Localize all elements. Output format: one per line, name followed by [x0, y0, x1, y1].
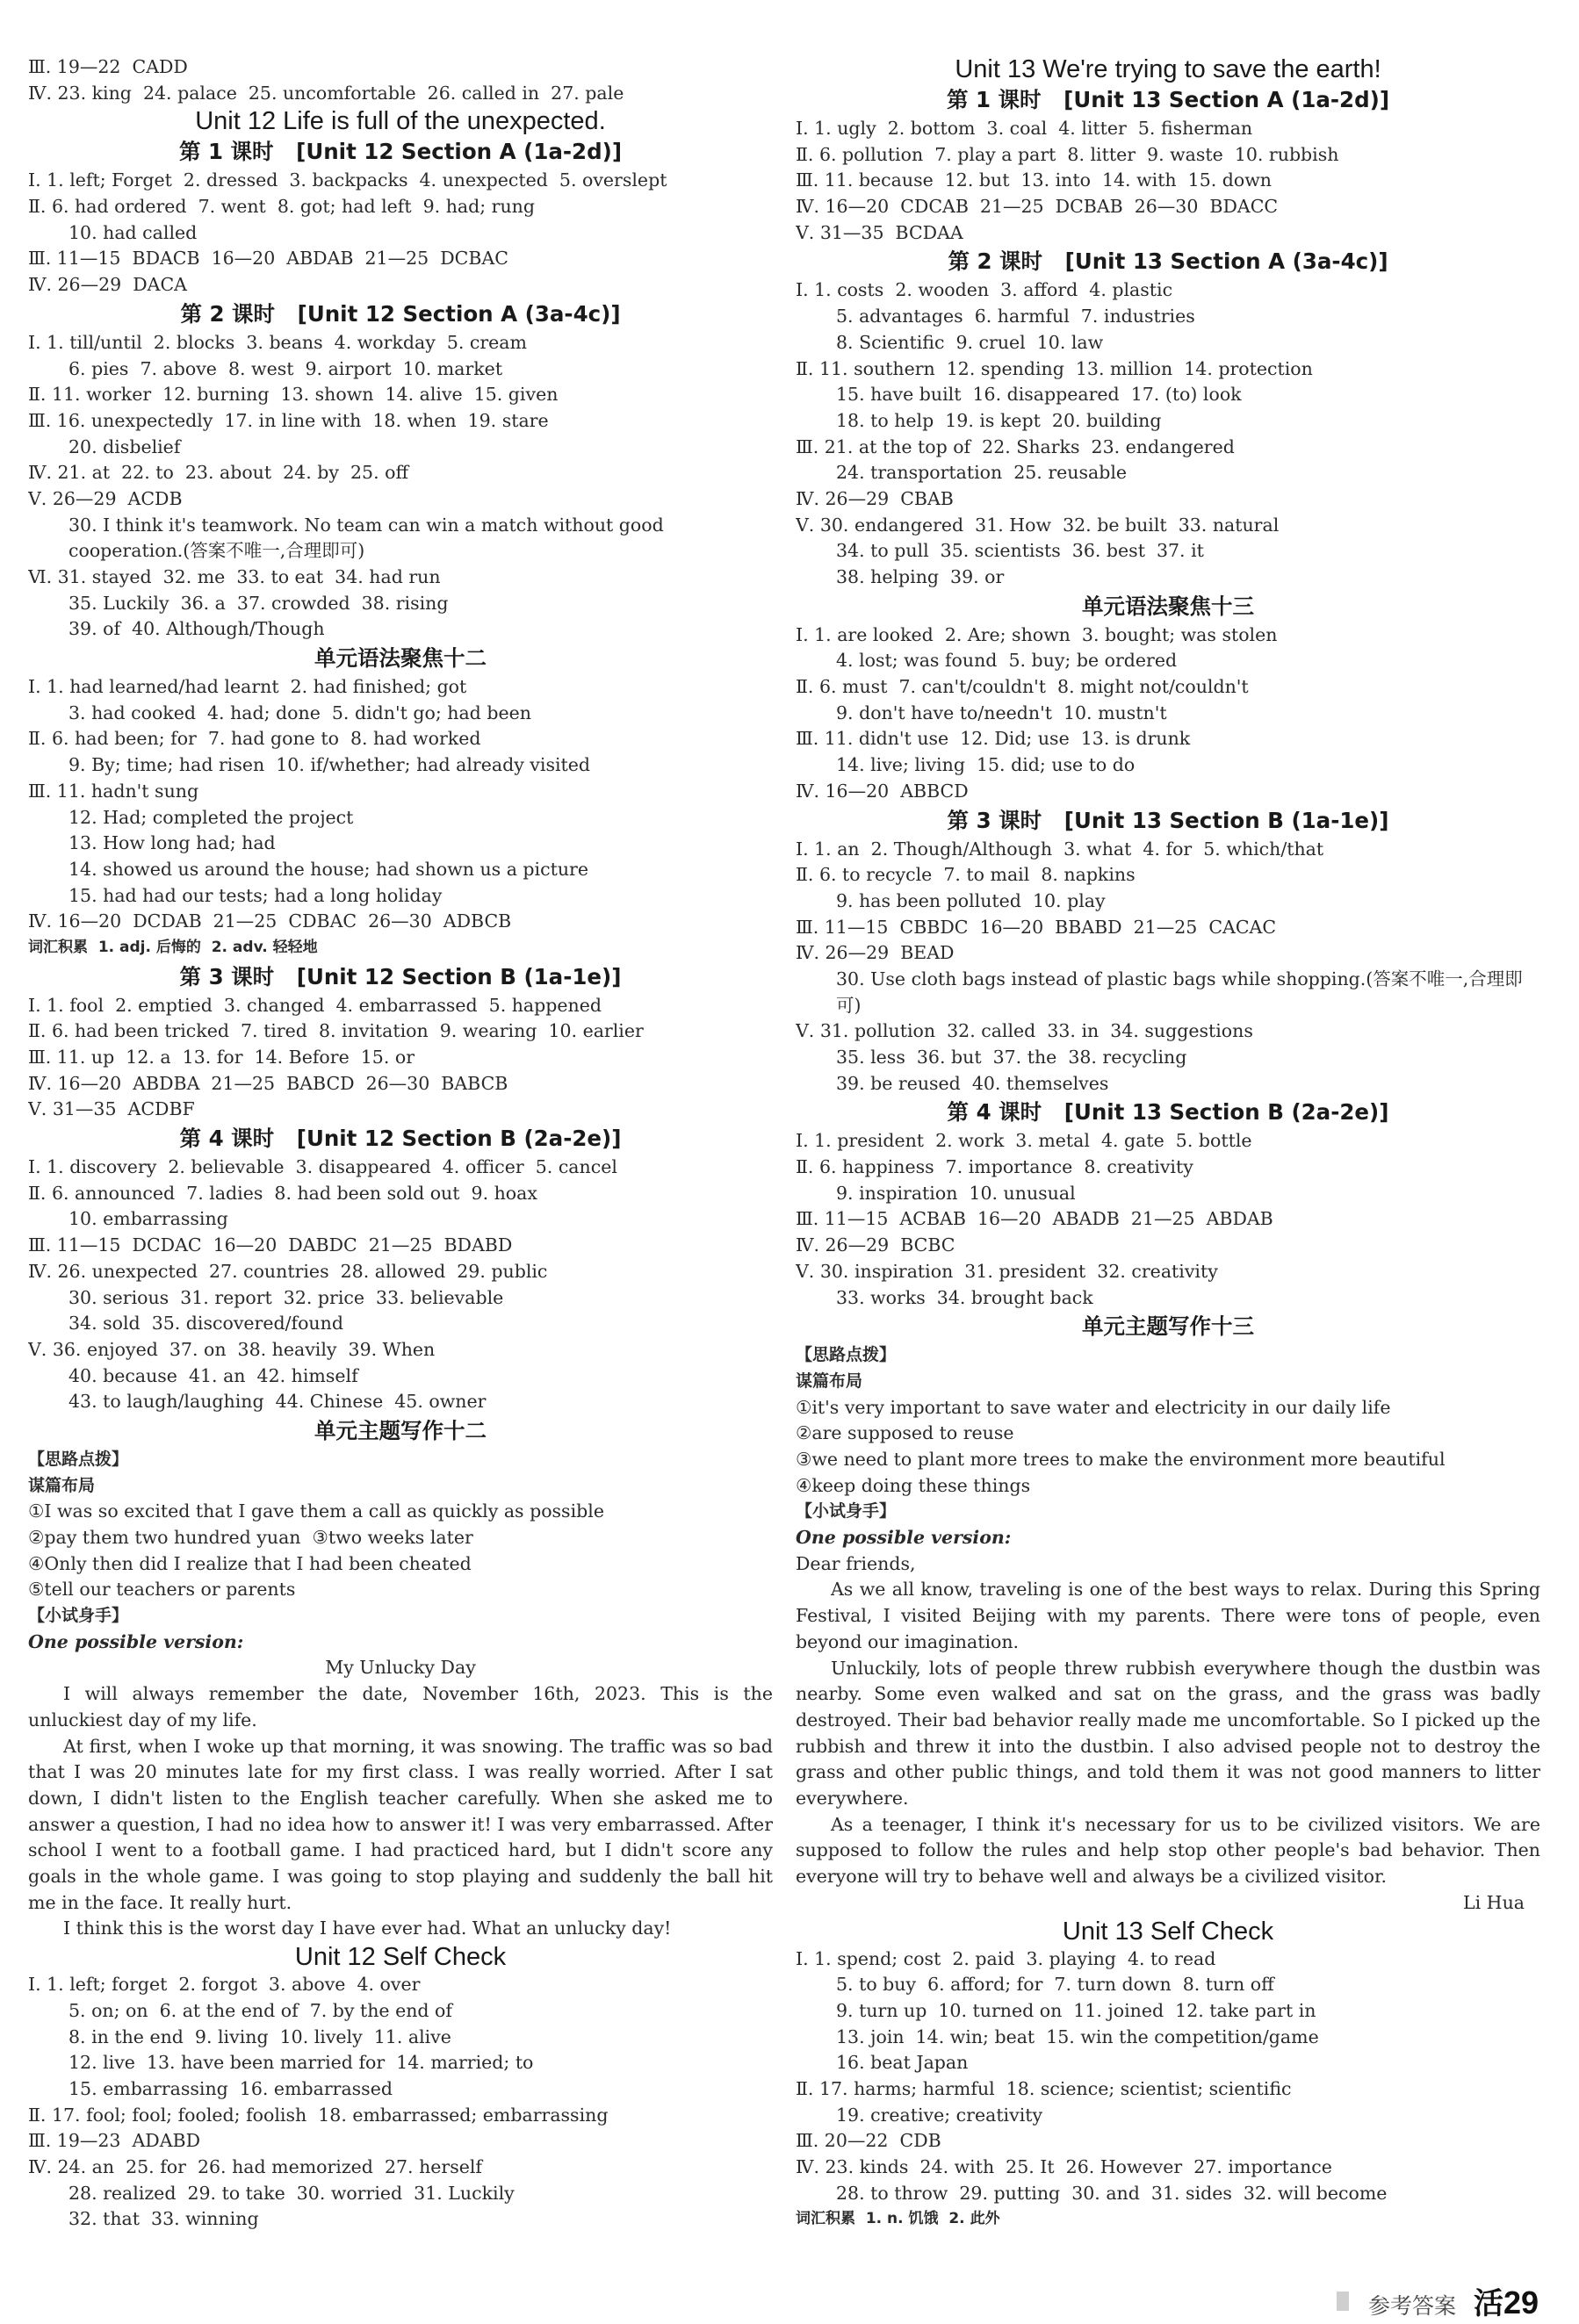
section-heading: 第 3 课时 [Unit 12 Section B (1a-1e)] [179, 963, 622, 989]
answer-line: Ⅲ. 21. at the top of 22. Sharks 23. endangered [796, 435, 1235, 457]
label-tag: 【思路点拨】 [28, 1449, 129, 1469]
essay-title: My Unlucky Day [325, 1657, 476, 1679]
answer-line: Ⅴ. 36. enjoyed 37. on 38. heavily 39. When [28, 1338, 436, 1360]
answer-line: ①it's very important to save water and electricity in our daily life [796, 1396, 1391, 1418]
answer-line: Ⅴ. 30. inspiration 31. president 32. creativity [796, 1260, 1218, 1282]
answer-line: 30. I think it's teamwork. No team can win a match without good cooperation.(答案不唯一,合理即可) [68, 514, 664, 562]
answer-line: Ⅱ. 17. harms; harmful 18. science; scientist; scientific [796, 2077, 1292, 2099]
answer-line: 12. Had; completed the project [68, 806, 354, 828]
answer-line: Ⅱ. 17. fool; fool; fooled; foolish 18. embarrassed; embarrassing [28, 2104, 609, 2126]
answer-line: 35. less 36. but 37. the 38. recycling [836, 1047, 1187, 1068]
section-heading: 第 4 课时 [Unit 13 Section B (2a-2e)] [947, 1099, 1389, 1126]
section-heading: 第 2 课时 [Unit 13 Section A (3a-4c)] [948, 248, 1388, 275]
page-footer [1368, 2279, 1539, 2322]
answer-line: Ⅴ. 30. endangered 31. How 32. be built 33. natural [796, 514, 1280, 536]
label-tag: 谋篇布局 [796, 1371, 863, 1391]
answer-line: 9. don't have to/needn't 10. mustn't [836, 702, 1167, 723]
answer-line: Ⅰ. 1. are looked 2. Are; shown 3. bought; was stolen [796, 623, 1278, 645]
answer-line: 5. on; on 6. at the end of 7. by the end of [68, 1999, 452, 2021]
answer-line: Ⅲ. 11—15 BDACB 16—20 ABDAB 21—25 DCBAC [28, 248, 508, 270]
answer-line: Ⅱ. 6. happiness 7. importance 8. creativity [796, 1156, 1193, 1178]
answer-line: Ⅰ. 1. left; Forget 2. dressed 3. backpacks 4. unexpected 5. overslept [28, 169, 667, 191]
answer-line: ⑤tell our teachers or parents [28, 1579, 296, 1601]
unit-heading: Unit 12 Life is full of the unexpected. [195, 107, 606, 136]
label-tag: 谋篇布局 [28, 1475, 96, 1495]
vocab-line: 词汇积累 1. adj. 后悔的 2. adv. 轻轻地 [28, 938, 318, 956]
answer-line: 39. be reused 40. themselves [836, 1072, 1109, 1094]
answer-line: Ⅱ. 6. to recycle 7. to mail 8. napkins [796, 864, 1136, 886]
unit-heading: Unit 13 We're trying to save the earth! [955, 55, 1381, 83]
answer-line: Ⅴ. 31—35 BCDAA [796, 221, 963, 243]
answer-line: Ⅳ. 26—29 BCBC [796, 1234, 955, 1256]
answer-line: ①I was so excited that I gave them a call as quickly as possible [28, 1500, 604, 1522]
vocab-line: 词汇积累 1. n. 饥饿 2. 此外 [796, 2210, 1000, 2228]
answer-line: Ⅴ. 31. pollution 32. called 33. in 34. suggestions [796, 1020, 1253, 1042]
answer-line: Ⅱ. 6. announced 7. ladies 8. had been sold out 9. hoax [28, 1182, 537, 1204]
answer-line: Ⅱ. 11. southern 12. spending 13. million 14. protection [796, 357, 1313, 379]
self-check-heading: Unit 13 Self Check [1062, 1917, 1274, 1946]
answer-line: 3. had cooked 4. had; done 5. didn't go; had been [68, 702, 531, 723]
answer-line: 30. serious 31. report 32. price 33. believable [68, 1286, 504, 1308]
answer-line: 9. inspiration 10. unusual [836, 1182, 1076, 1204]
footer-brand: 活 [1473, 2286, 1503, 2321]
right-column [796, 54, 1540, 2233]
version-label: One possible version: [796, 1527, 1012, 1549]
answer-line: Ⅳ. 26. unexpected 27. countries 28. allowed 29. public [28, 1260, 548, 1282]
answer-line: Ⅲ. 11. because 12. but 13. into 14. with 15. down [796, 169, 1272, 191]
page-number: 29 [1503, 2284, 1539, 2320]
answer-line: Ⅰ. 1. president 2. work 3. metal 4. gate 5. bottle [796, 1130, 1252, 1152]
answer-line: 35. Luckily 36. a 37. crowded 38. rising [68, 592, 449, 614]
answer-line: Ⅳ. 23. king 24. palace 25. uncomfortable 26. called in 27. pale [28, 82, 624, 104]
answer-line: Ⅳ. 26—29 BEAD [796, 942, 955, 964]
answer-line: 12. live 13. have been married for 14. married; to [68, 2052, 534, 2074]
answer-line: Ⅲ. 11—15 ACBAB 16—20 ABADB 21—25 ABDAB [796, 1208, 1273, 1230]
answer-line: Ⅰ. 1. discovery 2. believable 3. disappeared 4. officer 5. cancel [28, 1156, 617, 1178]
answer-line: 32. that 33. winning [68, 2208, 259, 2230]
answer-line: Ⅲ. 11—15 CBBDC 16—20 BBABD 21—25 CACAC [796, 916, 1277, 938]
answer-line: 18. to help 19. is kept 20. building [836, 409, 1162, 431]
answer-line: 10. had called [68, 221, 198, 243]
answer-line: 5. advantages 6. harmful 7. industries [836, 306, 1195, 327]
section-heading: 单元主题写作十三 [1082, 1313, 1254, 1340]
answer-line: 13. How long had; had [68, 832, 276, 854]
essay-paragraph: I will always remember the date, November 16th, 2023. This is the unluckiest day of my life. [28, 1683, 773, 1730]
answer-line: Ⅲ. 11. hadn't sung [28, 780, 199, 802]
answer-line: Ⅳ. 24. an 25. for 26. had memorized 27. herself [28, 2156, 482, 2177]
answer-line: ④keep doing these things [796, 1474, 1031, 1496]
answer-line: Ⅰ. 1. spend; cost 2. paid 3. playing 4. to read [796, 1947, 1216, 1969]
answer-line: 34. sold 35. discovered/found [68, 1313, 343, 1335]
answer-line: Ⅰ. 1. fool 2. emptied 3. changed 4. embarrassed 5. happened [28, 994, 602, 1016]
answer-line: Ⅰ. 1. an 2. Though/Although 3. what 4. for 5. which/that [796, 838, 1324, 860]
answer-line: Ⅳ. 23. kinds 24. with 25. It 26. However 27. importance [796, 2156, 1332, 2178]
answer-line: Ⅱ. 6. had been tricked 7. tired 8. invitation 9. wearing 10. earlier [28, 1020, 644, 1042]
answer-line: Ⅳ. 26—29 CBAB [796, 487, 954, 509]
answer-line: ④Only then did I realize that I had been cheated [28, 1552, 472, 1574]
essay-paragraph: Unluckily, lots of people threw rubbish everywhere though the dustbin was nearby. Some even walked and sat on the grass, and the grass was badly destroyed. Their bad behavior really made me uncomfortable. So I picked up the rubbish and threw it into the dustbin. I also advised people not to destroy the grass and other public things, and told them it was not good manners to litter everywhere. [796, 1657, 1540, 1810]
answer-line: ③we need to plant more trees to make the environment more beautiful [796, 1448, 1446, 1470]
answer-line: Ⅳ. 16—20 ABDBA 21—25 BABCD 26—30 BABCB [28, 1072, 508, 1094]
answer-line: Ⅲ. 11—15 DCDAC 16—20 DABDC 21—25 BDABD [28, 1234, 513, 1256]
answer-line: 15. had had our tests; had a long holiday [68, 884, 443, 906]
answer-line: Ⅲ. 20—22 CDB [796, 2130, 941, 2152]
label-tag: 【思路点拨】 [796, 1345, 897, 1365]
section-heading: 单元语法聚焦十二 [314, 645, 487, 672]
answer-line: 10. embarrassing [68, 1208, 228, 1230]
answer-line: 14. live; living 15. did; use to do [836, 754, 1136, 776]
answer-line: Ⅳ. 16—20 DCDAB 21—25 CDBAC 26—30 ADBCB [28, 910, 512, 932]
answer-line: 9. turn up 10. turned on 11. joined 12. take part in [836, 1999, 1316, 2021]
footer-marker [1337, 2292, 1349, 2311]
answer-line: Ⅱ. 6. must 7. can't/couldn't 8. might not/couldn't [796, 676, 1249, 698]
answer-line: Ⅵ. 31. stayed 32. me 33. to eat 34. had run [28, 566, 441, 588]
answer-line: Ⅱ. 11. worker 12. burning 13. shown 14. alive 15. given [28, 384, 559, 406]
answer-line: 4. lost; was found 5. buy; be ordered [836, 650, 1178, 672]
answer-line: Ⅲ. 16. unexpectedly 17. in line with 18. when 19. stare [28, 409, 549, 431]
answer-line: ②pay them two hundred yuan ③two weeks later [28, 1527, 473, 1549]
answer-line: Ⅳ. 21. at 22. to 23. about 24. by 25. off [28, 462, 409, 484]
answer-line: 6. pies 7. above 8. west 9. airport 10. market [68, 357, 503, 379]
answer-line: Ⅱ. 6. had ordered 7. went 8. got; had left 9. had; rung [28, 196, 536, 218]
answer-line: Ⅰ. 1. left; forget 2. forgot 3. above 4. over [28, 1974, 421, 1996]
answer-line: 40. because 41. an 42. himself [68, 1364, 358, 1386]
essay-paragraph: At first, when I woke up that morning, it was snowing. The traffic was so bad that I was 20 minutes late for my first class. I was really worried. After I sat down, I didn't listen to the English teacher carefully. When she asked me to answer a question, I had no idea how to answer it! I was very embarrassed. After school I went to a football game. I had practiced hard, but I didn't score any goals in the whole game. I was going to stop playing and suddenly the ball hit me in the face. It really hurt. [28, 1735, 773, 1913]
version-label: One possible version: [28, 1630, 244, 1652]
answer-line: 39. of 40. Although/Though [68, 618, 325, 640]
answer-line: Ⅳ. 16—20 CDCAB 21—25 DCBAB 26—30 BDACC [796, 196, 1279, 218]
answer-line: 19. creative; creativity [836, 2104, 1043, 2126]
section-heading: 第 3 课时 [Unit 13 Section B (1a-1e)] [947, 807, 1389, 833]
answer-line: 15. embarrassing 16. embarrassed [68, 2077, 393, 2099]
section-heading: 第 2 课时 [Unit 12 Section A (3a-4c)] [180, 300, 621, 327]
answer-line: 30. Use cloth bags instead of plastic bags while shopping.(答案不唯一,合理即可) [836, 968, 1523, 1016]
answer-line: Ⅲ. 11. up 12. a 13. for 14. Before 15. or [28, 1047, 415, 1068]
answer-line: Dear friends, [796, 1552, 916, 1574]
label-tag: 【小试身手】 [28, 1606, 129, 1626]
self-check-heading: Unit 12 Self Check [294, 1943, 507, 1972]
section-heading: 第 4 课时 [Unit 12 Section B (2a-2e)] [179, 1126, 622, 1152]
section-heading: 第 1 课时 [Unit 13 Section A (1a-2d)] [946, 87, 1390, 112]
answer-line: Ⅲ. 19—22 CADD [28, 56, 188, 77]
section-heading: 单元主题写作十二 [314, 1417, 487, 1443]
answer-line: 28. realized 29. to take 30. worried 31. Luckily [68, 2182, 515, 2204]
answer-line: Ⅱ. 6. had been; for 7. had gone to 8. had worked [28, 728, 481, 750]
answer-line: Ⅰ. 1. costs 2. wooden 3. afford 4. plastic [796, 279, 1173, 301]
essay-paragraph: As a teenager, I think it's necessary for us to be civilized visitors. We are supposed to follow the rules and help stop other people's bad behavior. Then everyone will try to behave well and always be a civilized visitor. [796, 1813, 1540, 1888]
essay-paragraph: I think this is the worst day I have ever had. What an unlucky day! [63, 1917, 672, 1939]
answer-line: Ⅲ. 11. didn't use 12. Did; use 13. is drunk [796, 728, 1191, 750]
answer-line: 13. join 14. win; beat 15. win the competition/game [836, 2025, 1319, 2047]
answer-line: 8. Scientific 9. cruel 10. law [836, 331, 1104, 353]
answer-line: Ⅱ. 6. pollution 7. play a part 8. litter 9. waste 10. rubbish [796, 143, 1339, 165]
answer-line: 9. has been polluted 10. play [836, 889, 1106, 911]
answer-line: 9. By; time; had risen 10. if/whether; had already visited [68, 754, 591, 776]
answer-line: Ⅰ. 1. till/until 2. blocks 3. beans 4. workday 5. cream [28, 331, 527, 353]
answer-line: Ⅴ. 31—35 ACDBF [28, 1098, 195, 1120]
answer-line: Ⅲ. 19—23 ADABD [28, 2130, 201, 2152]
section-heading: 第 1 课时 [Unit 12 Section A (1a-2d)] [178, 139, 623, 165]
essay-paragraph: As we all know, traveling is one of the best ways to relax. During this Spring Festival, I visited Beijing with my parents. There were tons of people, even beyond our imagination. [796, 1579, 1540, 1652]
answer-line: 15. have built 16. disappeared 17. (to) look [836, 384, 1242, 406]
answer-line: 43. to laugh/laughing 44. Chinese 45. owner [68, 1391, 487, 1413]
answer-line: 34. to pull 35. scientists 36. best 37. it [836, 540, 1204, 562]
answer-line: 5. to buy 6. afford; for 7. turn down 8. turn off [836, 1974, 1274, 1996]
answer-line: Ⅰ. 1. ugly 2. bottom 3. coal 4. litter 5. fisherman [796, 118, 1253, 139]
answer-line: Ⅳ. 26—29 DACA [28, 274, 187, 296]
label-tag: 【小试身手】 [796, 1501, 897, 1522]
answer-line: 24. transportation 25. reusable [836, 462, 1128, 484]
signature: Li Hua [1463, 1891, 1525, 1913]
left-column [28, 54, 773, 2233]
answer-line: 8. in the end 9. living 10. lively 11. alive [68, 2025, 451, 2047]
answer-line: 20. disbelief [68, 435, 181, 457]
answer-line: Ⅰ. 1. had learned/had learnt 2. had finished; got [28, 676, 467, 698]
footer-label: 参考答案 [1367, 2293, 1456, 2319]
answer-line: 14. showed us around the house; had shown us a picture [68, 858, 588, 880]
answer-line: 33. works 34. brought back [836, 1286, 1093, 1308]
answer-line: 28. to throw 29. putting 30. and 31. sides 32. will become [836, 2182, 1388, 2204]
answer-line: 38. helping 39. or [836, 566, 1005, 587]
answer-line: 16. beat Japan [836, 2052, 969, 2074]
section-heading: 单元语法聚焦十三 [1082, 593, 1254, 619]
answer-line: Ⅴ. 26—29 ACDB [28, 487, 183, 509]
answer-line: ②are supposed to reuse [796, 1422, 1014, 1444]
answer-line: Ⅳ. 16—20 ABBCD [796, 780, 969, 802]
